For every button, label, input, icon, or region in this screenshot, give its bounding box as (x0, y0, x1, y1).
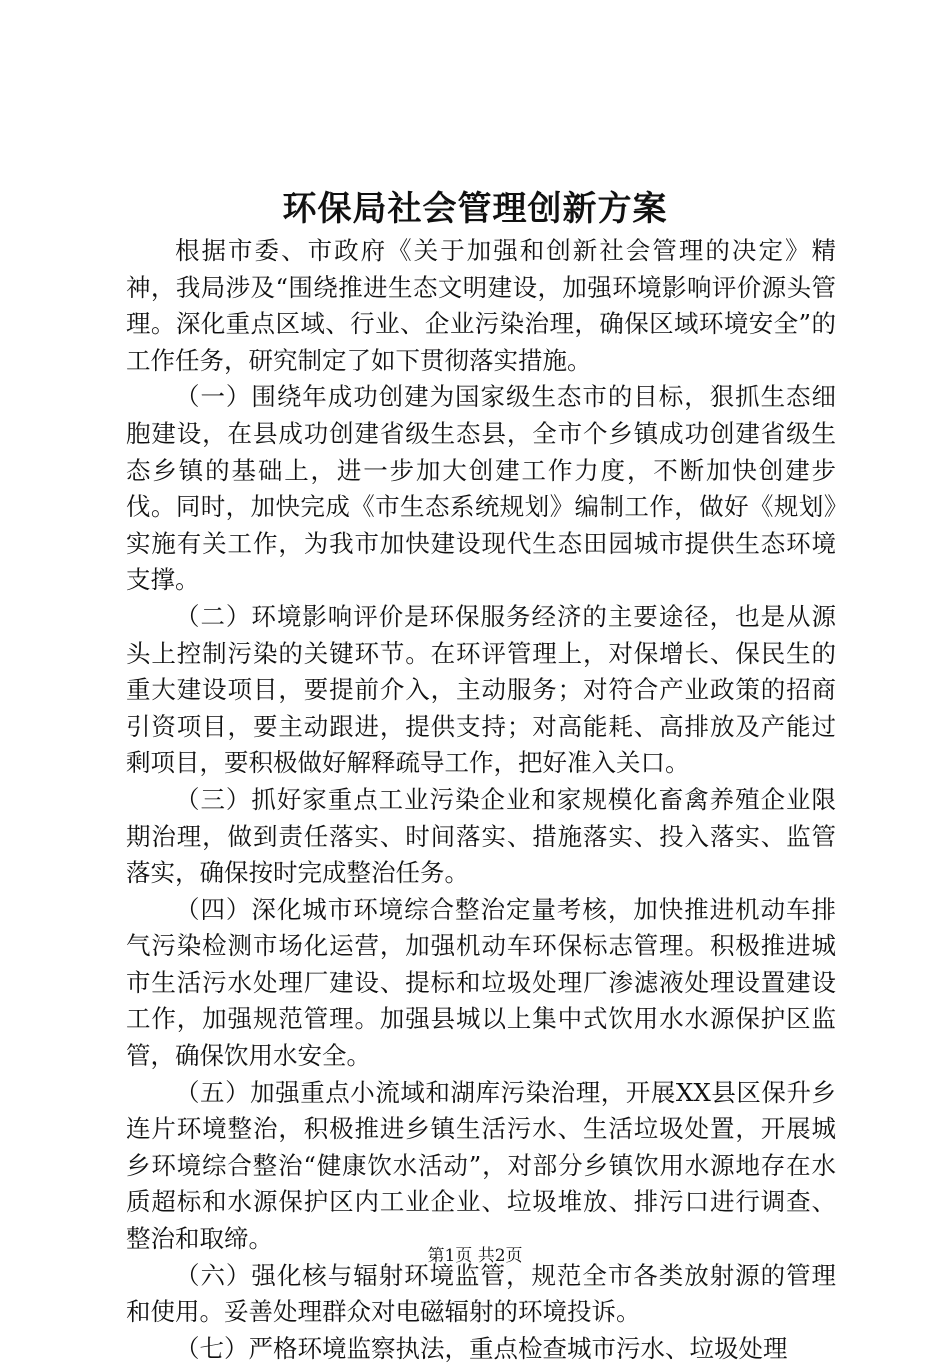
paragraph-5: （五）加强重点小流域和湖库污染治理，开展XX县区保升乡连片环境整治，积极推进乡镇生活污水、生活垃圾处置，开展城乡环境综合整治“健康饮水活动”，对部分乡镇饮用水源地存在水质超标和水源保护区内工业企业、垃圾堆放、排污口进行调查、整治和取缔。 (126, 1077, 836, 1254)
paragraph-6: （六）强化核与辐射环境监管，规范全市各类放射源的管理和使用。妥善处理群众对电磁辐射的环境投诉。 (126, 1260, 836, 1327)
paragraph-intro: 根据市委、市政府《关于加强和创新社会管理的决定》精神，我局涉及“围绕推进生态文明建设，加强环境影响评价源头管理。深化重点区域、行业、企业污染治理，确保区域环境安全”的工作任务，研究制定了如下贯彻落实措施。 (126, 236, 836, 375)
document-body (126, 233, 836, 1367)
paragraph-4: （四）深化城市环境综合整治定量考核，加快推进机动车排气污染检测市场化运营，加强机动车环保标志管理。积极推进城市生活污水处理厂建设、提标和垃圾处理厂渗滤液处理设置建设工作，加强规范管理。加强县城以上集中式饮用水水源保护区监管，确保饮用水安全。 (126, 894, 836, 1071)
page-number-footer: 第1页 共2页 (427, 1246, 523, 1266)
document-title: 环保局社会管理创新方案 (282, 189, 668, 229)
paragraph-1: （一）围绕年成功创建为国家级生态市的目标，狠抓生态细胞建设，在县成功创建省级生态县，全市个乡镇成功创建省级生态乡镇的基础上，进一步加大创建工作力度，不断加快创建步伐。同时，加快完成《市生态系统规划》编制工作，做好《规划》实施有关工作，为我市加快建设现代生态田园城市提供生态环境支撑。 (126, 382, 836, 595)
paragraph-3: （三）抓好家重点工业污染企业和家规模化畜禽养殖企业限期治理，做到责任落实、时间落实、措施落实、投入落实、监管落实，确保按时完成整治任务。 (126, 784, 836, 888)
paragraph-2: （二）环境影响评价是环保服务经济的主要途径，也是从源头上控制污染的关键环节。在环评管理上，对保增长、保民生的重大建设项目，要提前介入，主动服务；对符合产业政策的招商引资项目，要主动跟进，提供支持；对高能耗、高排放及产能过剩项目，要积极做好解释疏导工作，把好准入关口。 (126, 601, 836, 778)
paragraph-7: （七）严格环境监察执法，重点检查城市污水、垃圾处理 (175, 1333, 788, 1363)
